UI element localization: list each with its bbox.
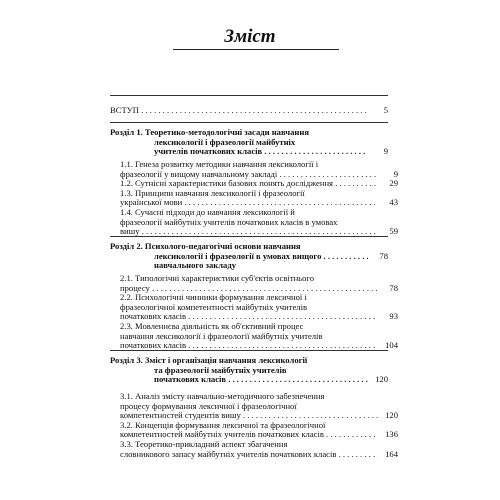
- subsection-line: фразеологічної компетентності майбутніх учителів: [120, 302, 308, 312]
- subsection-line: 2.3. Мовленнєва діяльність як об'єктивний процес: [120, 321, 304, 331]
- toc-entry-page: 5: [383, 105, 388, 115]
- chapter-heading: Розділ 2. Психолого-педагогічні основи навчання: [110, 242, 301, 251]
- chapter-heading: учителів початкових класів . . .: [154, 147, 368, 157]
- subsection-line: 3.2. Концепція формування лексичної та фразеологічної: [120, 420, 326, 430]
- toc-entry-page: 93: [389, 311, 398, 322]
- toc-chapter-1: [110, 128, 388, 157]
- page-title: Зміст: [224, 26, 276, 47]
- subsection-title: процесу . . .: [120, 284, 378, 294]
- subsection-title: української мови . . .: [120, 198, 378, 208]
- toc-entry-page: 164: [385, 448, 398, 459]
- toc-entry-page: 120: [375, 374, 388, 385]
- toc-entry: [110, 147, 388, 157]
- toc-entry-page: 9: [383, 146, 388, 157]
- toc-entry: [110, 106, 388, 116]
- divider: [110, 122, 388, 123]
- subsection-line: 2.1. Типологічні характеристики суб'єктів освітнього: [120, 274, 314, 283]
- title-underline: [173, 49, 339, 50]
- toc-entry-page: 136: [385, 429, 398, 440]
- toc-entry: [110, 375, 388, 385]
- subsection-title: початкових класів . . .: [120, 312, 378, 322]
- toc-entry: [120, 450, 398, 460]
- subsection-title: фразеології у вищому навчальному закладі . . .: [120, 170, 378, 180]
- toc-entry-page: 29: [389, 178, 398, 189]
- chapter-heading: навчального закладу: [154, 261, 236, 271]
- subsection-line: 1.3. Принципи навчання лексикології і фразеології: [120, 188, 305, 198]
- chapter-heading: та фразеології майбутніх учителів: [154, 365, 287, 375]
- toc-entry: [120, 198, 398, 208]
- toc-entry-page: 120: [385, 410, 398, 421]
- toc-chapter-2: [110, 242, 388, 271]
- toc-subsections-3: [110, 392, 398, 459]
- subsection-line: 1.4. Сучасні підходи до навчання лексикології й: [120, 207, 295, 217]
- toc-entry: [120, 411, 398, 421]
- toc-entry: [120, 284, 398, 294]
- divider: [110, 350, 388, 351]
- chapter-heading: лексикології і фразеології майбутніх: [154, 137, 296, 147]
- chapter-heading: Розділ 1. Теоретико-методологічні засади навчання: [110, 128, 309, 137]
- chapter-heading: лексикології і фразеології в умовах вищого . . .: [154, 252, 368, 262]
- subsection-title: компетентностей майбутніх учителів початкових класів . . .: [120, 430, 378, 440]
- toc-entry: [120, 179, 398, 189]
- subsection-line: фразеології майбутніх учителів початкових класів в умовах: [120, 217, 338, 227]
- chapter-heading: Розділ 3. Зміст і організація навчання лексикології: [110, 356, 308, 365]
- subsection-title: словникового запасу майбутніх учителів початкових класів . . .: [120, 450, 378, 460]
- subsection-title: вишу . . .: [120, 227, 378, 237]
- toc-subsections-2: [110, 274, 398, 351]
- toc-intro: [110, 106, 388, 116]
- toc-entry: [120, 430, 398, 440]
- toc-entry-page: 43: [389, 197, 398, 208]
- toc-entry-page: 78: [389, 282, 398, 293]
- subsection-title: початкових класів . . .: [120, 341, 378, 351]
- subsection-title: 1.2. Сутнісні характеристики базових понять дослідження . . .: [120, 179, 378, 189]
- subsection-line: процесу формування лексичної і фразеологічної: [120, 401, 297, 411]
- toc-chapter-3: [110, 356, 388, 385]
- chapter-heading: початкових класів . . .: [154, 375, 368, 385]
- toc-entry-title: ВСТУП . . .: [110, 106, 368, 116]
- toc-entry-page: 104: [385, 340, 398, 351]
- toc-subsections-1: [110, 160, 398, 237]
- subsection-line: 3.3. Теоретико-прикладний аспект збагачення: [120, 439, 288, 449]
- toc-entry: [120, 312, 398, 322]
- toc-entry: [110, 252, 388, 262]
- toc-entry-page: 59: [389, 226, 398, 237]
- toc-entry: [120, 170, 398, 180]
- toc-entry-page: 78: [379, 250, 388, 261]
- subsection-title: компетентностей студентів вишу . . .: [120, 411, 378, 421]
- divider: [110, 236, 388, 237]
- divider: [110, 95, 388, 96]
- subsection-line: 3.1. Аналіз змісту навчально-методичного забезпечення: [120, 392, 325, 401]
- subsection-line: 1.1. Генеза розвитку методики навчання лексикології і: [120, 160, 319, 169]
- subsection-line: навчання лексикології і фразеології майбутніх учителів: [120, 331, 323, 341]
- subsection-line: 2.2. Психологічні чинники формування лексичної і: [120, 293, 307, 303]
- toc-entry-page: 9: [393, 168, 398, 179]
